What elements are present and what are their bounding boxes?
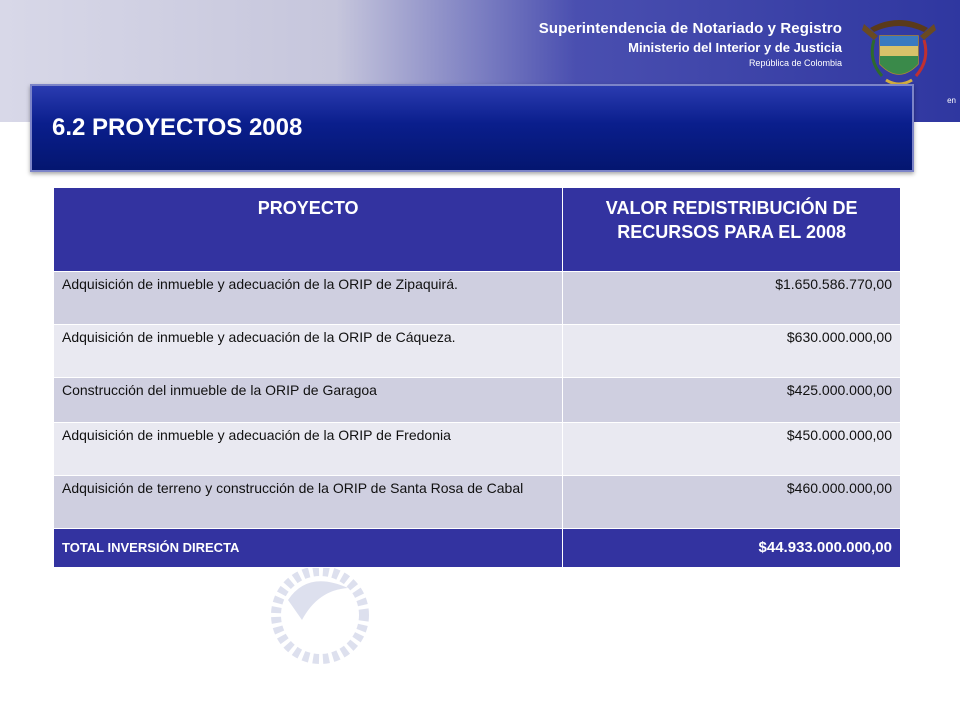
slide-title: 6.2 PROYECTOS 2008 — [52, 114, 303, 141]
total-row — [54, 529, 901, 568]
value-cell: $425.000.000,00 — [563, 378, 901, 423]
project-cell: Adquisición de inmueble y adecuación de la ORIP de Fredonia — [54, 423, 563, 476]
table-row — [54, 423, 901, 476]
table-row — [54, 272, 901, 325]
title-bar — [30, 84, 914, 172]
value-cell: $450.000.000,00 — [563, 423, 901, 476]
org-name: Superintendencia de Notariado y Registro — [538, 20, 842, 37]
project-cell: Construcción del inmueble de la ORIP de Garagoa — [54, 378, 563, 423]
organization-block — [539, 20, 842, 68]
table-row — [54, 476, 901, 529]
country-name: República de Colombia — [748, 58, 842, 68]
value-cell: $1.650.586.770,00 — [563, 272, 901, 325]
project-cell: Adquisición de inmueble y adecuación de la ORIP de Zipaquirá. — [54, 272, 563, 325]
value-cell: $460.000.000,00 — [563, 476, 901, 529]
project-cell: Adquisición de terreno y construcción de la ORIP de Santa Rosa de Cabal — [54, 476, 563, 529]
value-cell: $630.000.000,00 — [563, 325, 901, 378]
watermark-emblem-icon — [258, 560, 378, 670]
table-row — [54, 378, 901, 423]
header-tag-fragment: en — [947, 96, 956, 105]
ministry-name: Ministerio del Interior y de Justicia — [628, 40, 842, 55]
table-row — [54, 325, 901, 378]
total-label: TOTAL INVERSIÓN DIRECTA — [54, 529, 563, 568]
total-value: $44.933.000.000,00 — [563, 529, 901, 568]
table-header-row — [54, 188, 901, 272]
column-header-value: VALOR REDISTRIBUCIÓN DE RECURSOS PARA EL 2008 — [563, 188, 901, 272]
column-header-project: PROYECTO — [54, 188, 563, 272]
coat-of-arms-icon — [860, 10, 938, 92]
project-cell: Adquisición de inmueble y adecuación de la ORIP de Cáqueza. — [54, 325, 563, 378]
projects-table — [53, 187, 901, 568]
